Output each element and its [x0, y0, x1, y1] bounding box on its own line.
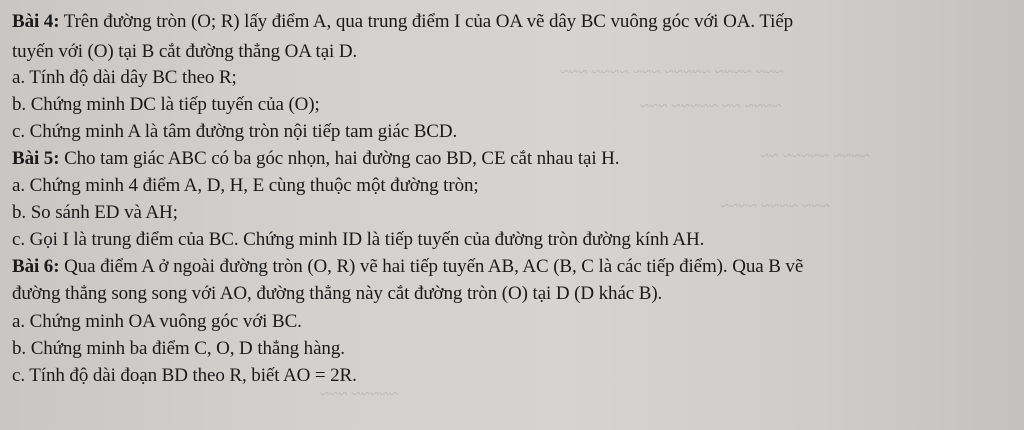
- bai6-part-c: c. Tính độ dài đoạn BD theo R, biết AO = 2R.: [12, 365, 357, 386]
- bai5-part-c: c. Gọi I là trung điểm của BC. Chứng minh ID là tiếp tuyến của đường tròn đường kính AH.: [12, 229, 705, 250]
- bai4-line1: [12, 10, 793, 34]
- bai6-part-b: b. Chứng minh ba điểm C, O, D thẳng hàng.: [12, 338, 345, 359]
- bai6-line1: [12, 255, 803, 279]
- show-through-text: ~~~~~ ~~~: [320, 384, 398, 403]
- show-through-text: ~~~ ~~~~ ~~~~: [720, 196, 830, 215]
- bai6-line2: đường thẳng song song với AO, đường thẳng này cắt đường tròn (O) tại D (D khác B).: [12, 283, 663, 304]
- bai5-part-a: a. Chứng minh 4 điểm A, D, H, E cùng thuộc một đường tròn;: [12, 175, 479, 196]
- bai5-statement: Cho tam giác ABC có ba góc nhọn, hai đường cao BD, CE cắt nhau tại H.: [59, 148, 620, 169]
- show-through-text: ~~~~ ~~~~~ ~~: [760, 146, 870, 165]
- bai4-part-c: c. Chứng minh A là tâm đường tròn nội tiếp tam giác BCD.: [12, 121, 458, 142]
- bai5-heading: Bài 5:: [12, 148, 60, 169]
- bai4-statement: Trên đường tròn (O; R) lấy điểm A, qua trung điểm I của OA vẽ dây BC vuông góc với OA. Tiếp: [59, 11, 794, 32]
- bai4-heading: Bài 4:: [12, 11, 60, 32]
- bai6-part-a: a. Chứng minh OA vuông góc với BC.: [12, 311, 302, 332]
- show-through-text: ~~~ ~~~~ ~~~~~ ~~~ ~~~~ ~~~: [560, 62, 784, 81]
- bai4-line2: tuyến với (O) tại B cắt đường thẳng OA tại D.: [12, 41, 358, 62]
- bai6-statement: Qua điểm A ở ngoài đường tròn (O, R) vẽ hai tiếp tuyến AB, AC (B, C là các tiếp điểm). Qua B vẽ: [59, 256, 804, 277]
- bai6-heading: Bài 6:: [12, 256, 60, 277]
- bai5-line1: [12, 147, 619, 171]
- bai4-part-a: a. Tính độ dài dây BC theo R;: [12, 67, 237, 88]
- bai4-part-b: b. Chứng minh DC là tiếp tuyến của (O);: [12, 94, 320, 115]
- bai5-part-b: b. So sánh ED và AH;: [12, 202, 178, 223]
- show-through-text: ~~~~ ~~ ~~~~~ ~~~: [640, 96, 782, 115]
